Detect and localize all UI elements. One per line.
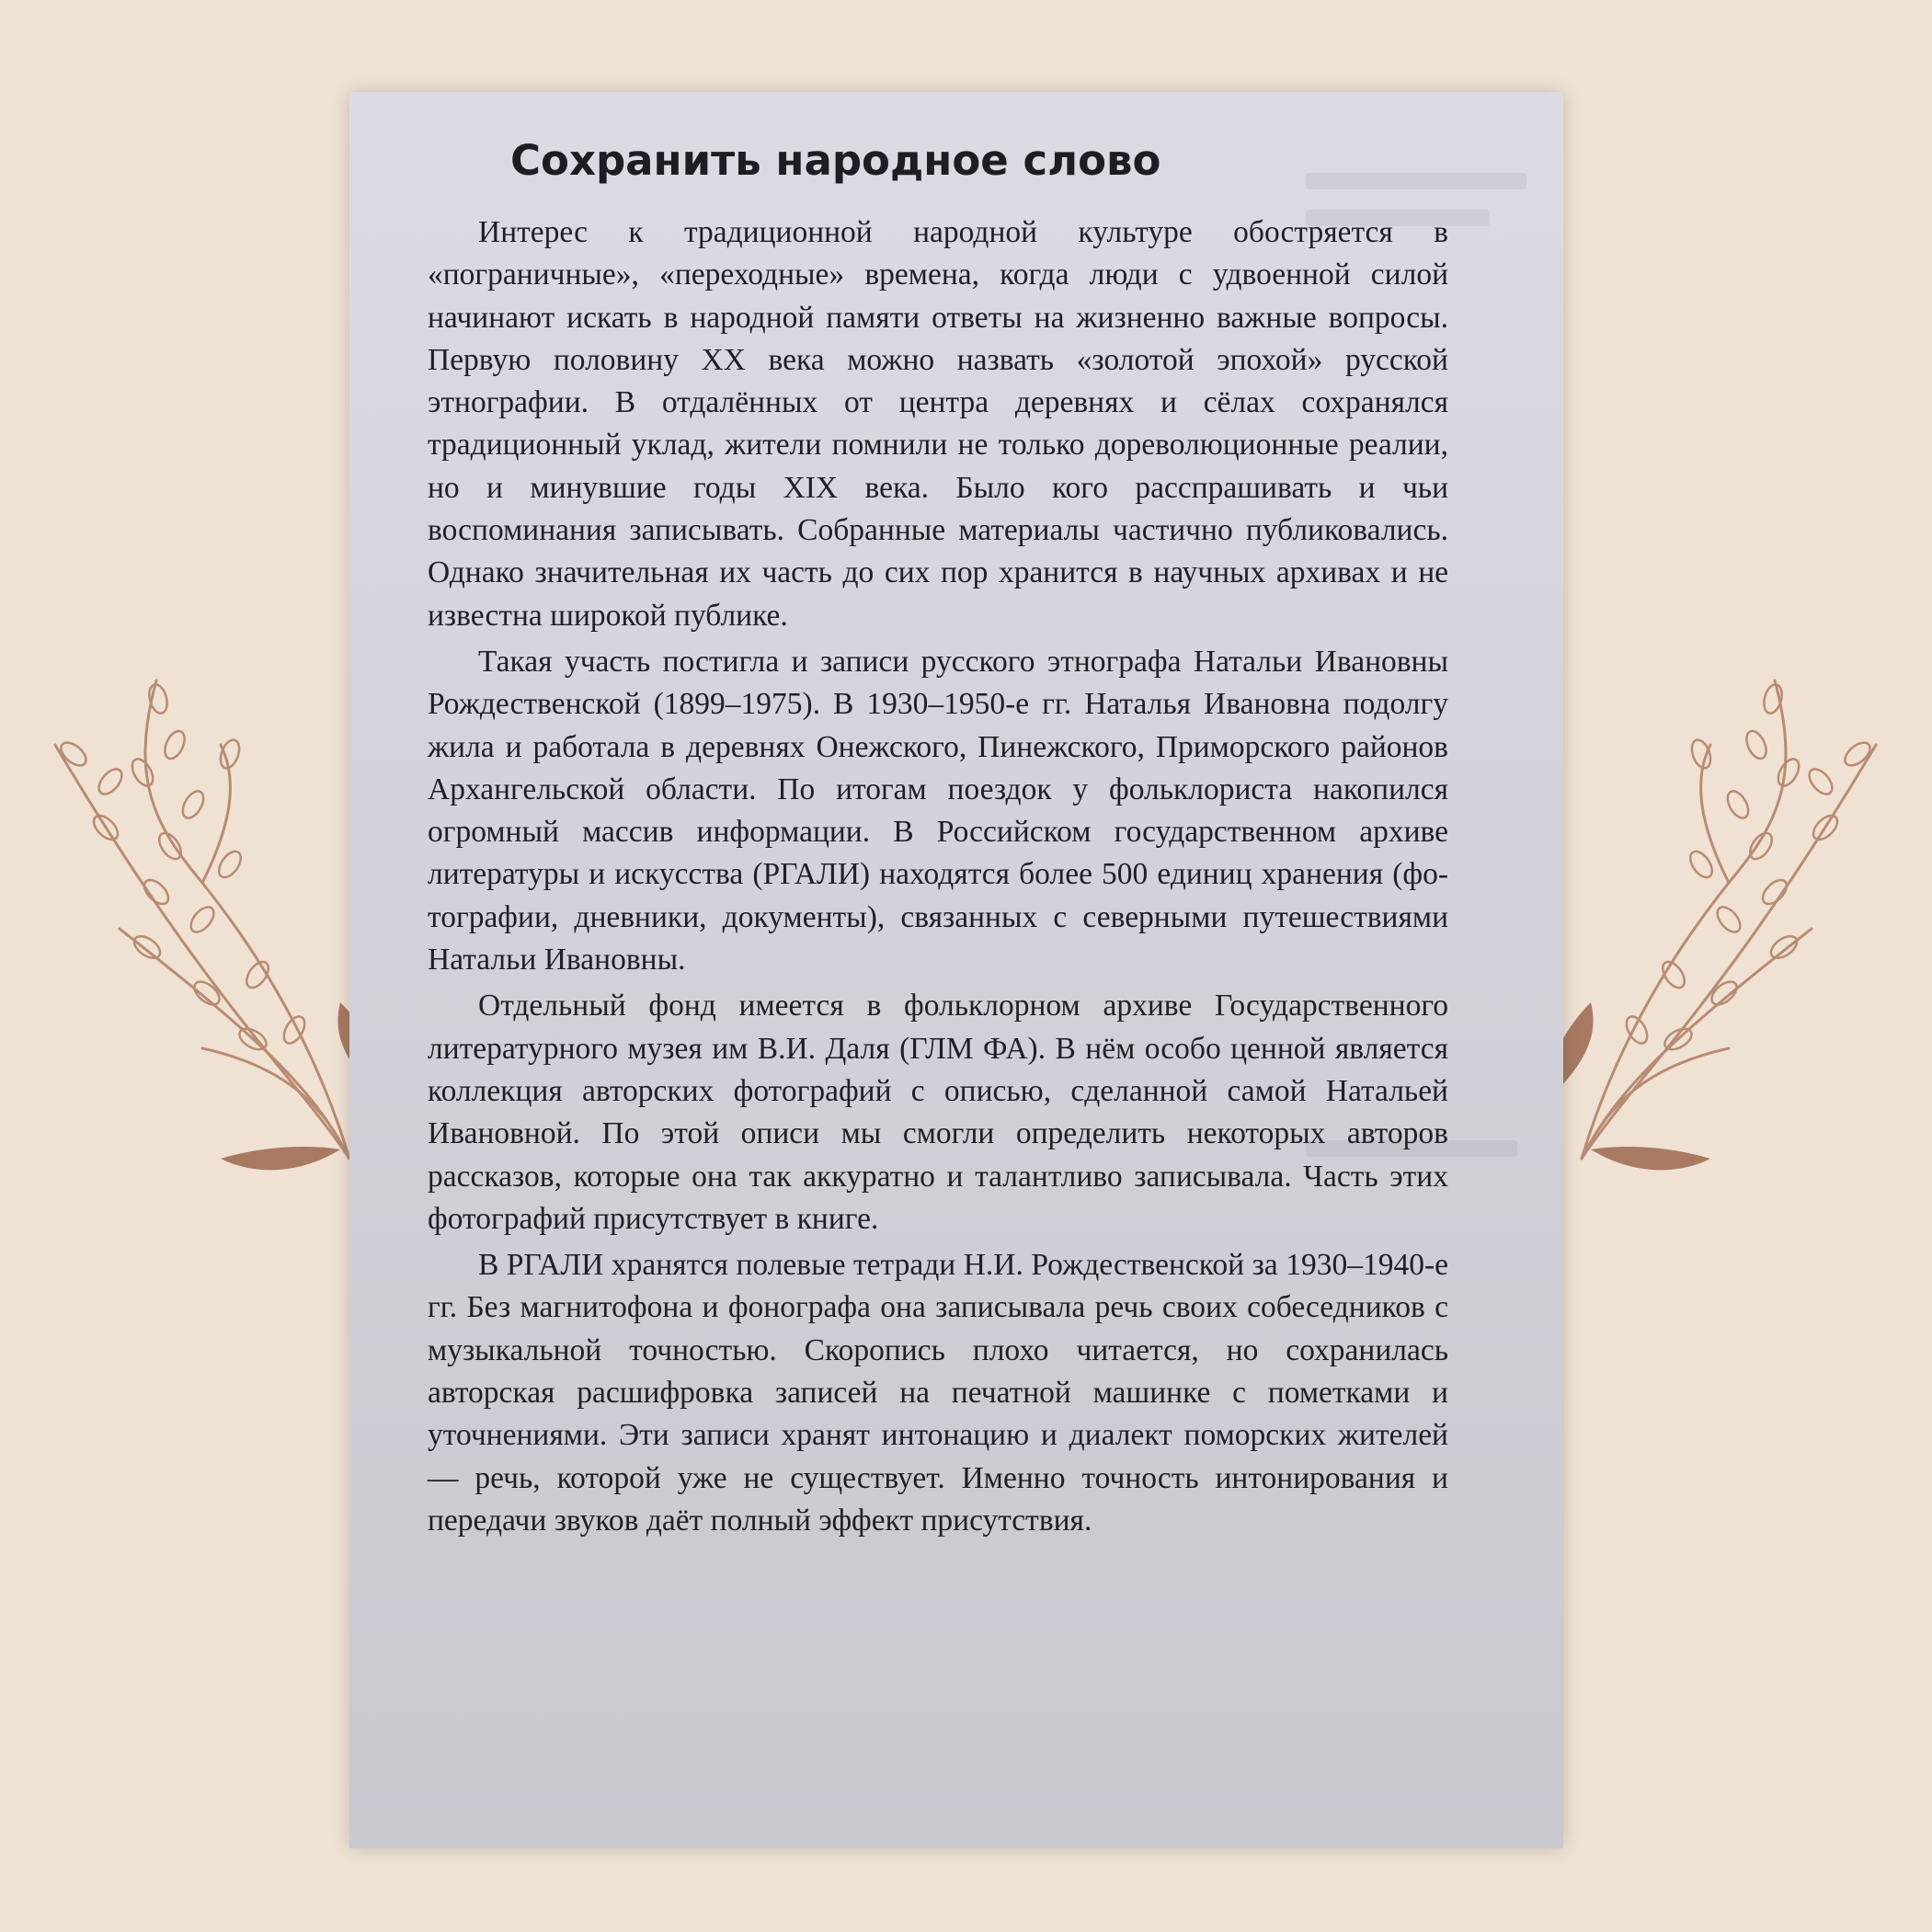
body-text <box>428 211 1448 1546</box>
page-title: Сохранить народное слово <box>510 136 1161 185</box>
paragraph: Отдельный фонд имеется в фольклорном архиве Государственного литературного музея им В.И. Даля (ГЛМ ФА). В нём особо ценной является коллекция авторских фотографий с описью, сделанной самой Натальей Ивановной. По этой описи мы смогли определить некоторых авторов рассказов, которые она так аккуратно и талантливо записывала. Часть этих фотографий присутствует в книге. <box>428 989 1448 1236</box>
paragraph: Интерес к традиционной народной культуре обостряется в «пограничные», «переходные» времена, когда люди с удвоенной силой начинают искать в народной памяти ответы на жизненно важные вопросы. Первую половину XX века можно назвать «золотой эпохой» русской этнографии. В отдалённых от центра деревнях и сёлах сохранялся традиционный уклад, жители помнили не только дореволюционные реалии, но и минувшие годы XIX века. Было кого расспрашивать и чьи воспоминания записывать. Собранные материалы частично публиковались. Однако значительная их часть до сих пор хранится в научных архивах и не известна широкой публике. <box>428 215 1448 633</box>
paragraph: Такая участь постигла и записи русского этнографа Натальи Ивановны Рождественской (1899–1975). В 1930–1950-е гг. Наталья Ивановна подолгу жила и работала в деревнях Онежского, Пинежского, Приморского районов Архангельской области. По итогам поездок у фольклориста накопился огромный массив информации. В Российском государственном архиве литературы и искусства (РГАЛИ) находятся более 500 единиц хранения (фотографии, дневники, документы), связанных с северными путешествиями Натальи Ивановны. <box>428 644 1448 977</box>
paragraph: В РГАЛИ хранятся полевые тетради Н.И. Рождественской за 1930–1940-е гг. Без магнитофона и фонографа она записывала речь своих собеседников с музыкальной точностью. Скоропись плохо читается, но сохранилась авторская расшифровка записей на печатной машинке с пометками и уточнениями. Эти записи хранят интонацию и диалект поморских жителей — речь, которой уже не существует. Именно точность интонирования и передачи звуков даёт полный эффект присутствия. <box>428 1248 1448 1538</box>
book-page <box>349 92 1563 1848</box>
